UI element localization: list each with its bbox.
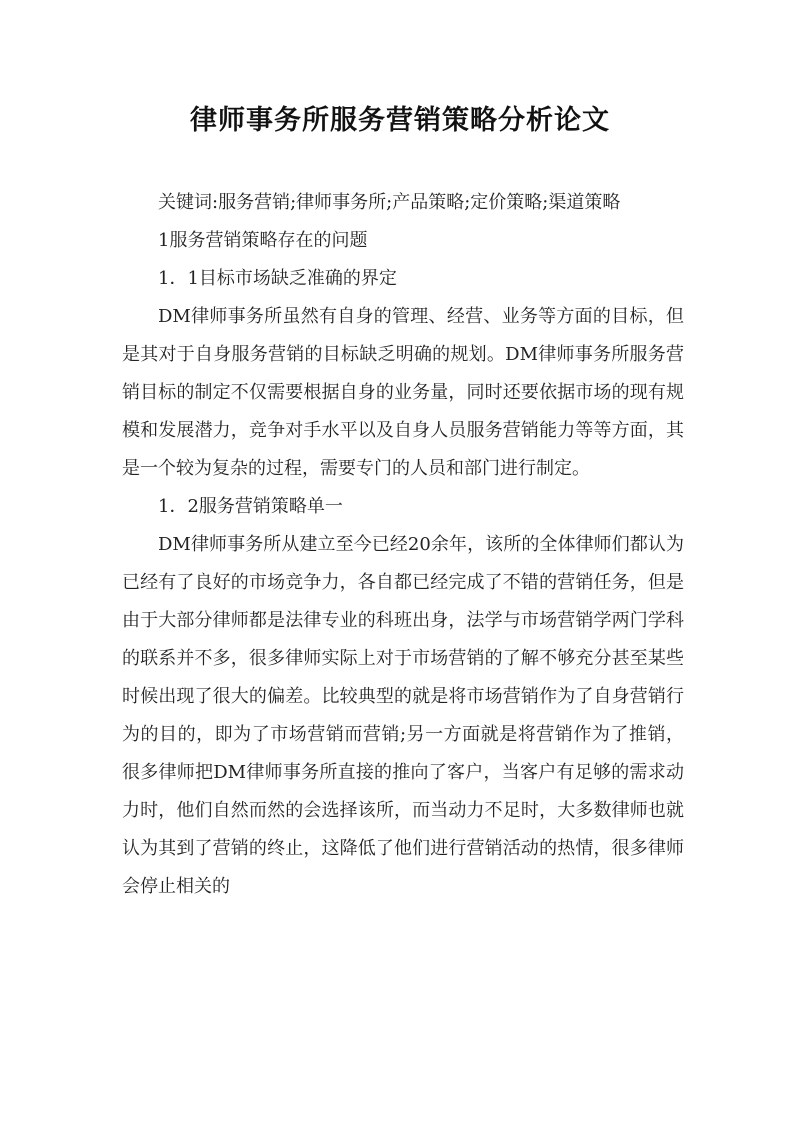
- subsection-heading: 1．1目标市场缺乏准确的界定: [158, 268, 397, 289]
- keywords-paragraph: 关键词:服务营销;律师事务所;产品策略;定价策略;渠道策略: [158, 192, 621, 213]
- section-heading: 1服务营销策略存在的问题: [158, 230, 368, 251]
- body-paragraph: DM律师事务所从建立至今已经20余年，该所的全体律师们都认为已经有了良好的市场竞争力，各自都已经完成了不错的营销任务，但是由于大部分律师都是法律专业的科班出身，法学与市场营销学两门学科的联系并不多，很多律师实际上对于市场营销的了解不够充分甚至某些时候出现了很大的偏差。比较典型的就是将市场营销作为了自身营销行为的目的，即为了市场营销而营销;另一方面就是将营销作为了推销，很多律师把DM律师事务所直接的推向了客户，当客户有足够的需求动力时，他们自然而然的会选择该所，而当动力不足时，大多数律师也就认为其到了营销的终止，这降低了他们进行营销活动的热情，很多律师会停止相关的: [122, 534, 684, 897]
- body-paragraph: DM律师事务所虽然有自身的管理、经营、业务等方面的目标，但是其对于自身服务营销的目标缺乏明确的规划。DM律师事务所服务营销目标的制定不仅需要根据自身的业务量，同时还要依据市场的现有规模和发展潜力，竞争对手水平以及自身人员服务营销能力等等方面，其是一个较为复杂的过程，需要专门的人员和部门进行制定。: [122, 306, 684, 479]
- document-body: [122, 184, 684, 906]
- document-title: 律师事务所服务营销策略分析论文: [190, 105, 610, 136]
- subsection-heading: 1．2服务营销策略单一: [158, 496, 343, 517]
